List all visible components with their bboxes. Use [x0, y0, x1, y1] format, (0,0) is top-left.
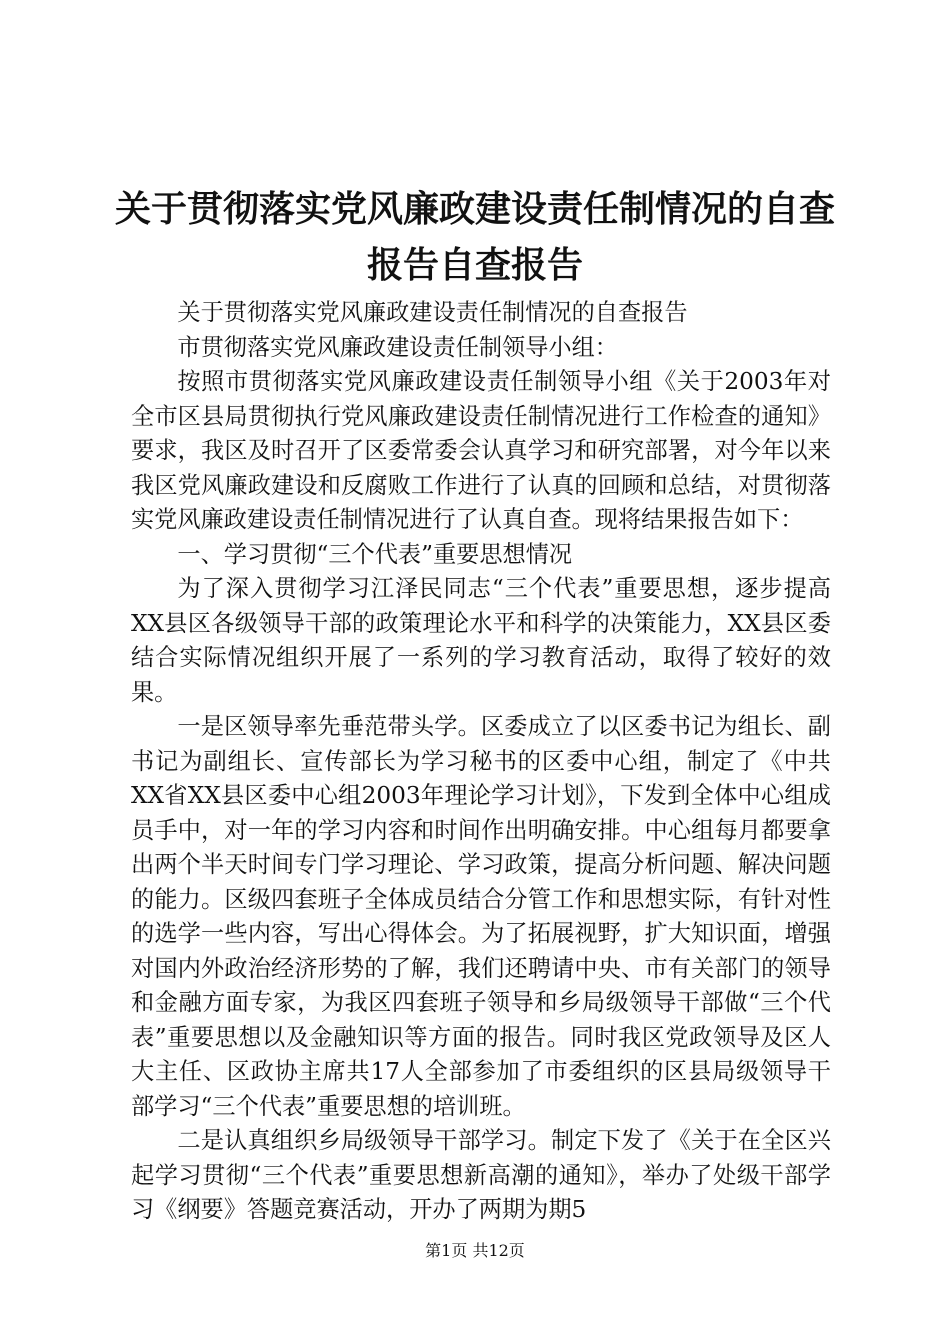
paragraph-salutation: 市贯彻落实党风廉政建设责任制领导小组： [177, 333, 618, 361]
paragraph-intro: 按照市贯彻落实党风廉政建设责任制领导小组《关于2003年对全市区县局贯彻执行党风廉政建设责任制情况进行工作检查的通知》要求，我区及时召开了区委常委会认真学习和研究部署，对今年以来我区党风廉政建设和反腐败工作进行了认真的回顾和总结，对贯彻落实党风廉政建设责任制情况进行了认真自查。现将结果报告如下： [131, 368, 831, 533]
document-title-line-2: 报告自查报告 [366, 245, 583, 286]
document-body [131, 296, 831, 1228]
section-heading-1: 一、学习贯彻“三个代表”重要思想情况 [177, 540, 573, 568]
paragraph-point-2: 二是认真组织乡局级领导干部学习。制定下发了《关于在全区兴起学习贯彻“三个代表”重要思想新高潮的通知》，举办了处级干部学习《纲要》答题竞赛活动，开办了两期为期5 [131, 1127, 831, 1223]
document-title-line-1: 关于贯彻落实党风廉政建设责任制情况的自查 [114, 189, 835, 230]
paragraph-subtitle: 关于贯彻落实党风廉政建设责任制情况的自查报告 [177, 299, 688, 326]
paragraph-point-1: 一是区领导率先垂范带头学。区委成立了以区委书记为组长、副书记为副组长、宣传部长为学习秘书的区委中心组，制定了《中共XX省XX县区委中心组2003年理论学习计划》，下发到全体中心组成员手中，对一年的学习内容和时间作出明确安排。中心组每月都要拿出两个半天时间专门学习理论、学习政策，提高分析问题、解决问题的能力。区级四套班子全体成员结合分管工作和思想实际，有针对性的选学一些内容，写出心得体会。为了拓展视野，扩大知识面，增强对国内外政治经济形势的了解，我们还聘请中央、市有关部门的领导和金融方面专家，为我区四套班子领导和乡局级领导干部做“三个代表”重要思想以及金融知识等方面的报告。同时我区党政领导及区人大主任、区政协主席共17人全部参加了市委组织的区县局级领导干部学习“三个代表”重要思想的培训班。 [131, 713, 831, 1120]
paragraph-section-1-intro: 为了深入贯彻学习江泽民同志“三个代表”重要思想，逐步提高XX县区各级领导干部的政策理论水平和科学的决策能力，XX县区委结合实际情况组织开展了一系列的学习教育活动，取得了较好的效果。 [131, 575, 831, 706]
page-number-footer: 第1页 共12页 [425, 1241, 525, 1260]
